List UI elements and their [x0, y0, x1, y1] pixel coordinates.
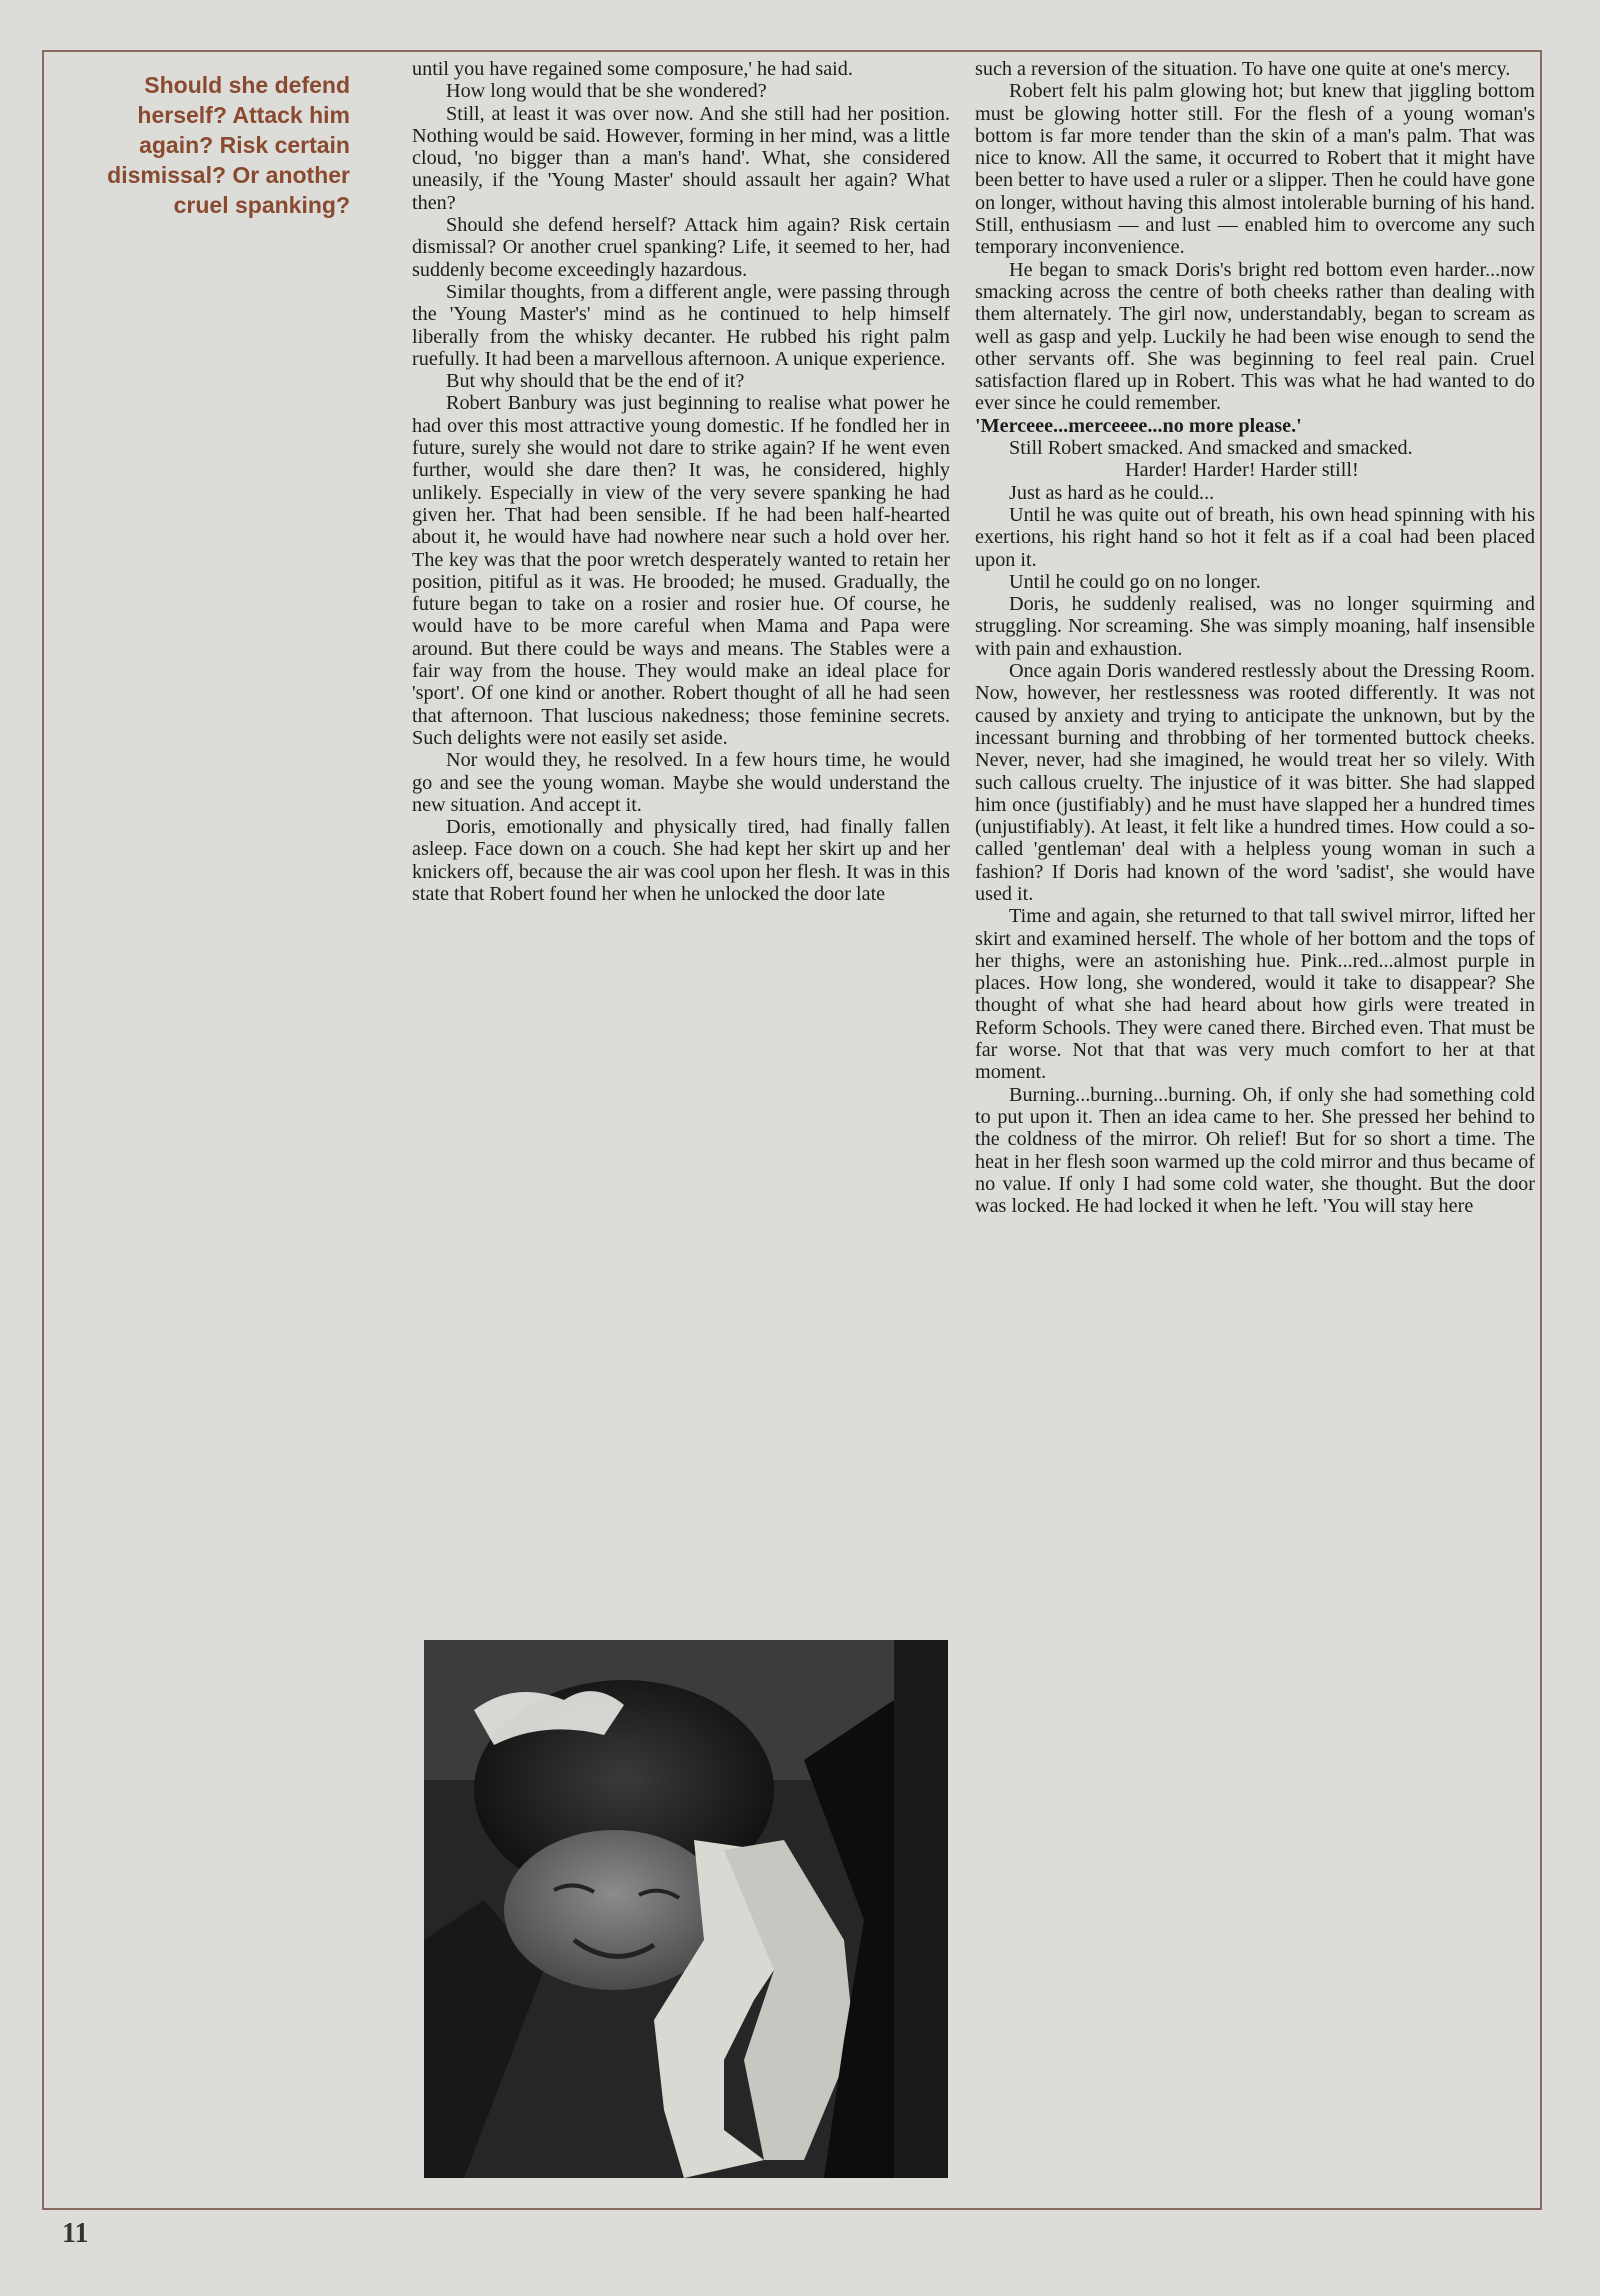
right-paragraph: Time and again, she returned to that tall swivel mirror, lifted her skirt and examined herself. The whole of her bottom and the tops of her thighs, were an astonishing hue. Pink...red...almost purple in places. How long, she wondered, would it take to disappear? She thought of what she had heard about how girls were treated in Reform Schools. They were caned there. Birched even. That must be far worse. Not that that was very much comfort to her at that moment.	[975, 905, 1535, 1084]
right-text-column	[975, 58, 1535, 1217]
right-paragraph: Robert felt his palm glowing hot; but knew that jiggling bottom must be glowing hotter still. For the flesh of a young woman's bottom is far more tender than the skin of a man's palm. That was nice to know. All the same, it occurred to Robert that it might have been better to have used a ruler or a slipper. Then he could have gone on longer, without having this almost intolerable burning of his hand. Still, enthusiasm — and lust — enabled him to overcome any such temporary inconvenience.	[975, 80, 1535, 259]
pull-quote: Should she defend herself? Attack him again? Risk certain dismissal? Or another cruel spanking?	[107, 72, 350, 218]
right-paragraph: Just as hard as he could...	[1009, 481, 1215, 504]
photo-illustration	[424, 1640, 948, 2178]
photo-crying-maid	[424, 1640, 948, 2178]
right-paragraph: Until he was quite out of breath, his own head spinning with his exertions, his right hand so hot it felt as if a coal had been placed upon it.	[975, 503, 1535, 571]
right-paragraph: Until he could go on no longer.	[1009, 570, 1261, 593]
center-paragraph: until you have regained some composure,' he had said.	[412, 58, 853, 80]
center-paragraph: But why should that be the end of it?	[446, 370, 745, 393]
center-paragraph: Should she defend herself? Attack him again? Risk certain dismissal? Or another cruel spanking? Life, it seemed to her, had suddenly become exceedingly hazardous.	[412, 214, 950, 281]
center-paragraph: Similar thoughts, from a different angle, were passing through the 'Young Master's' mind as he continued to help himself liberally from the whisky decanter. He rubbed his right palm ruefully. It had been a marvellous afternoon. A unique experience.	[412, 280, 950, 370]
center-paragraph: How long would that be she wondered?	[446, 80, 767, 103]
right-paragraph: He began to smack Doris's bright red bottom even harder...now smacking across the centre of both cheeks rather than dealing with them alternately. The girl now, understandably, began to scream as well as gasp and yelp. Luckily he had been wise enough to send the other servants off. She was beginning to feel real pain. Cruel satisfaction flared up in Robert. This was what he had wanted to do ever since he could remember.	[975, 258, 1535, 415]
center-text-column	[412, 58, 950, 905]
right-paragraph: Still Robert smacked. And smacked and smacked.	[1009, 437, 1413, 460]
right-paragraph: 'Merceee...merceeee...no more please.'	[975, 414, 1302, 437]
center-paragraph: Doris, emotionally and physically tired, had finally fallen asleep. Face down on a couch. She had kept her skirt up and her knickers off, because the air was cool upon her flesh. It was in this state that Robert found her when he unlocked the door late	[412, 816, 950, 905]
center-paragraph: Nor would they, he resolved. In a few hours time, he would go and see the young woman. Maybe she would understand the new situation. And accept it.	[412, 749, 950, 816]
page-number: 11	[62, 2218, 89, 2249]
right-paragraph: Burning...burning...burning. Oh, if only she had something cold to put upon it. Then an idea came to her. She pressed her behind to the coldness of the mirror. Oh relief! But for so short a time. The heat in her flesh soon warmed up the cold mirror and thus became of no value. If only I had some cold water, she thought. But the door was locked. He had locked it when he left. 'You will stay here	[975, 1083, 1535, 1218]
center-paragraph: Robert Banbury was just beginning to realise what power he had over this most attractive young domestic. If he fondled her in future, surely she would not dare to strike again? If he went even further, would she dare then? It was, he considered, highly unlikely. Especially in view of the very severe spanking he had given her. That had been sensible. If he had been half-hearted about it, he would have had nowhere near such a hold over her. The key was that the poor wretch desperately wanted to retain her position, pitiful as it was. He brooded; he mused. Gradually, the future began to take on a rosier and rosier hue. Of course, he would have to be more careful when Mama and Papa were around. But there could be ways and means. The Stables were a fair way from the house. They would make an ideal place for 'sport'. Of one kind or another. Robert thought of all he had seen that afternoon. That luscious nakedness; those feminine secrets. Such delights were not easily set aside.	[412, 392, 950, 749]
right-paragraph: Once again Doris wandered restlessly about the Dressing Room. Now, however, her restlessness was rooted differently. It was not caused by anxiety and trying to anticipate the unknown, but by the incessant burning and throbbing of her tormented buttock cheeks. Never, never, had she imagined, he would treat her so vilely. With such callous cruelty. The injustice of it was bitter. She had slapped him once (justifiably) and he must have slapped her a hundred times (unjustifiably). At least, it felt like a hundred times. How could a so-called 'gentleman' deal with a helpless young woman in such a fashion? If Doris had known of the word 'sadist', she would have used it.	[975, 660, 1535, 905]
right-paragraph: Harder! Harder! Harder still!	[1125, 459, 1359, 482]
right-paragraph: such a reversion of the situation. To have one quite at one's mercy.	[975, 58, 1511, 80]
center-paragraph: Still, at least it was over now. And she still had her position. Nothing would be said. However, forming in her mind, was a little cloud, 'no bigger than a man's hand'. What, she considered uneasily, if the 'Young Master' should assault her again? What then?	[412, 102, 950, 214]
right-paragraph: Doris, he suddenly realised, was no longer squirming and struggling. Nor screaming. She was simply moaning, half insensible with pain and exhaustion.	[975, 593, 1535, 660]
